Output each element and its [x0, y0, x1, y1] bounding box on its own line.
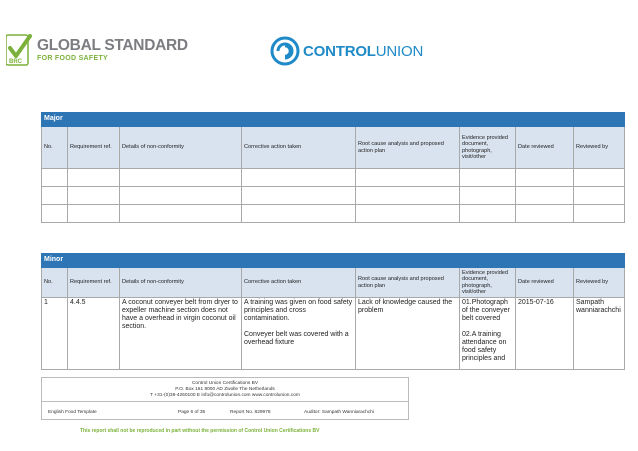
brc-subtitle: FOR FOOD SAFETY: [37, 55, 108, 62]
cell-root-cause: Lack of knowledge caused the problem: [356, 298, 460, 370]
cell-requirement-ref: 4.4.5: [68, 298, 120, 370]
cell-date-reviewed: 2015-07-16: [516, 298, 574, 370]
cell-details: A coconut conveyer belt from dryer to expeller machine section does not have a overhead in virgin coconut oil section.: [120, 298, 242, 370]
minor-table: [41, 253, 625, 370]
major-table: [41, 112, 625, 223]
header-reviewed-by: Reviewed by: [574, 127, 625, 169]
page-footer: [41, 377, 409, 420]
table-row: [42, 169, 625, 187]
header-requirement-ref: Requirement ref.: [68, 268, 120, 298]
cell-evidence: [460, 298, 516, 370]
header-root-cause: Root cause analysis and proposed action plan: [356, 268, 460, 298]
controlunion-globe-icon: [270, 36, 300, 66]
footer-auditor: Auditor: Sampath Wanniarachchi: [304, 409, 374, 415]
header-evidence: Evidence provided document, photograph, visit/other: [460, 268, 516, 298]
major-label: Major: [42, 113, 625, 127]
controlunion-logo: [270, 36, 430, 68]
evidence-part-1: 01.Photograph of the conveyer belt covered: [462, 299, 510, 322]
brc-logo: [6, 33, 188, 67]
header-corrective: Corrective action taken: [242, 268, 356, 298]
corrective-part-2: Conveyer belt was covered with a overhead fixture: [244, 331, 349, 346]
header-details: Details of non-conformity: [120, 127, 242, 169]
footer-page: Page 6 of 35: [178, 409, 206, 415]
footer-company: Control Union Certifications BV: [191, 381, 259, 386]
header-corrective: Corrective action taken: [242, 127, 356, 169]
reproduction-notice: This report shall not be reproduced in part without the permission of Control Union Certifications BV: [80, 428, 320, 434]
header-requirement-ref: Requirement ref.: [68, 127, 120, 169]
evidence-part-2: 02.A training attendance on food safety principles and: [462, 331, 507, 362]
footer-po-box: P.O. Box 161 8000 AD Zwolle The Netherlands: [175, 387, 275, 392]
brc-mark: BRC: [9, 59, 22, 65]
header-root-cause: Root cause analysis and proposed action plan: [356, 127, 460, 169]
footer-report-no: Report No. 829978: [230, 409, 271, 415]
header-evidence: Evidence provided document, photograph, visit/other: [460, 127, 516, 169]
header-details: Details of non-conformity: [120, 268, 242, 298]
header-no: No.: [42, 127, 68, 169]
footer-address: [42, 378, 408, 401]
minor-label: Minor: [42, 254, 625, 268]
cell-reviewed-by: Sampath wanniarachchi: [574, 298, 625, 370]
cell-no: 1: [42, 298, 68, 370]
header-no: No.: [42, 268, 68, 298]
footer-meta-row: [42, 401, 408, 422]
table-row: [42, 205, 625, 223]
header-date-reviewed: Date reviewed: [516, 268, 574, 298]
table-row: [42, 298, 625, 370]
header-reviewed-by: Reviewed by: [574, 268, 625, 298]
corrective-part-1: A training was given on food safety principles and cross contamination.: [244, 299, 353, 322]
cell-corrective: [242, 298, 356, 370]
brc-title: GLOBAL STANDARD: [37, 37, 188, 54]
footer-template: English Food Template: [48, 409, 97, 415]
controlunion-name: CONTROLUNION: [303, 43, 424, 60]
brc-checkmark-icon: [6, 33, 32, 67]
header-date-reviewed: Date reviewed: [516, 127, 574, 169]
footer-contact: T +31-(0)38-4260100 E info@controlunion.com www.controlunion.com: [150, 393, 300, 398]
table-row: [42, 187, 625, 205]
